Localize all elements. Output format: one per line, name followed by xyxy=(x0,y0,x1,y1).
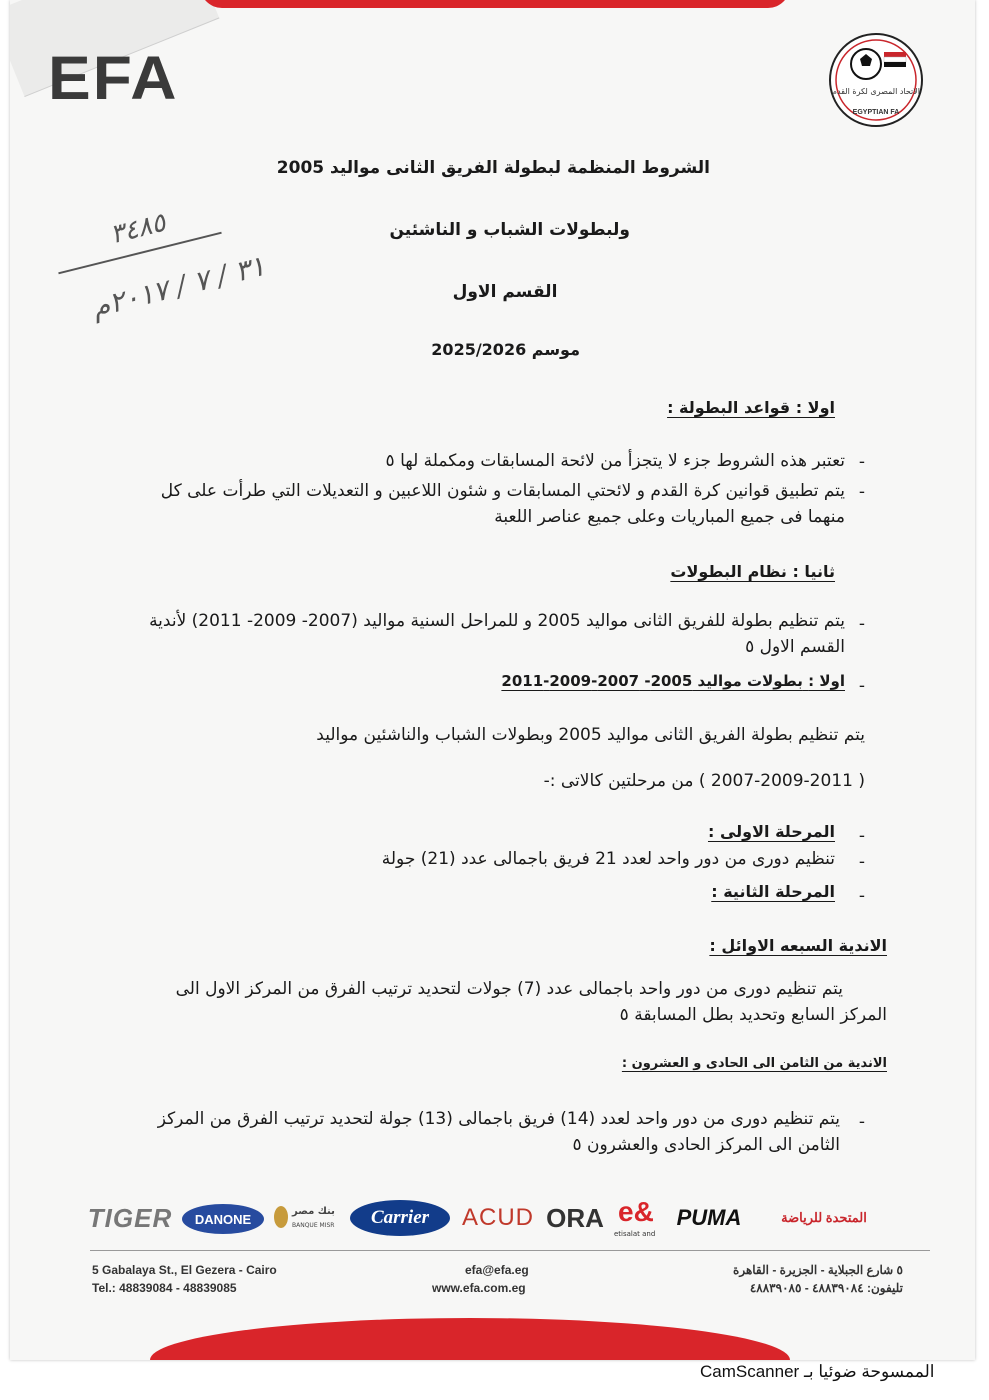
section2-heading: ثانيا : نظام البطولات xyxy=(670,562,835,581)
sponsor-logo-tiger: TIGER xyxy=(87,1202,173,1233)
banque-misr-emblem-icon xyxy=(274,1206,288,1228)
red-top-band xyxy=(200,0,790,8)
sponsor-logo-banque-misr: بنك مصر BANQUE MISR xyxy=(274,1202,336,1236)
footer-divider xyxy=(90,1250,930,1251)
section2-line-1: يتم تنظيم بطولة الفريق الثانى مواليد 2005 وبطولات الشباب والناشئين مواليد xyxy=(316,725,865,745)
sponsor-logo-danone: DANONE xyxy=(182,1204,264,1234)
section1-item-2: يتم تطبيق قوانين كرة القدم و لائحتي المسابقات و شئون اللاعبين و التعديلات التي طرأت على كل منهما فى جميع المباريات وعلى جميع عناصر اللعبة xyxy=(160,481,845,527)
footer-email[interactable]: efa@efa.eg xyxy=(465,1263,529,1277)
section2-subheading-label: اولا : xyxy=(808,672,845,690)
footer-tel-en: Tel.: 48839084 - 48839085 xyxy=(92,1281,237,1295)
top7-text: يتم تنظيم دورى من دور واحد باجمالى عدد (7) جولات لتحديد ترتيب الفرق من المركز الاول الى المركز السابع وتحديد بطل المسابقة ٥ xyxy=(175,979,887,1025)
section2-subheading xyxy=(501,672,845,690)
bullet-mark: - xyxy=(858,886,865,906)
document-title-line-1: الشروط المنظمة لبطولة الفريق الثانى مواليد 2005 xyxy=(276,158,710,178)
egyptian-fa-crest xyxy=(822,30,930,130)
sponsor-strip xyxy=(87,1196,930,1256)
footer-tel-ar: تليفون: ٤٨٨٣٩٠٨٤ - ٤٨٨٣٩٠٨٥ xyxy=(749,1281,903,1295)
sponsor-logo-etisalat: e& etisalat and xyxy=(614,1196,656,1238)
bullet-mark: - xyxy=(858,452,865,472)
rest-heading: الاندية من الثامن الى الحادى و العشرون : xyxy=(621,1056,887,1071)
bullet-mark: - xyxy=(858,826,865,846)
section2-line-2: ( 2007-2009-2011 ) من مرحلتين كالاتى :- xyxy=(543,771,865,791)
handwritten-date: ٣١ / ٧ / ٢٠١٧م xyxy=(88,249,269,324)
season-title: موسم 2025/2026 xyxy=(431,340,580,359)
document-title-line-3: القسم الاول xyxy=(452,282,558,302)
efa-logo: EFA xyxy=(48,43,179,113)
stage2-heading: المرحلة الثانية : xyxy=(711,882,835,901)
section2-item: يتم تنظيم بطولة للفريق الثانى مواليد 2005 و للمراحل السنية مواليد (2007- 2009- 2011) لأندية القسم الاول ٥ xyxy=(149,611,845,657)
camscanner-watermark: الممسوحة ضوئيا بـ CamScanner xyxy=(700,1362,935,1381)
crest-arabic-text: الاتحاد المصرى لكرة القدم xyxy=(831,87,921,96)
handwritten-number: ٣٤٨٥ xyxy=(107,207,169,251)
crest-english-text: EGYPTIAN FA xyxy=(852,109,900,116)
sponsor-logo-ora: ORA xyxy=(546,1202,604,1233)
footer-address-ar: ٥ شارع الجبلاية - الجزيرة - القاهرة xyxy=(733,1263,903,1277)
bullet-mark: - xyxy=(858,482,865,502)
bullet-mark: - xyxy=(858,852,865,872)
stage1-text: تنظيم دورى من دور واحد لعدد 21 فريق باجمالى عدد (21) جولة xyxy=(381,849,835,869)
sponsor-logo-acud: ACUD xyxy=(461,1204,534,1231)
top7-heading: الاندية السبعه الاوائل : xyxy=(709,936,887,955)
stage1-heading: المرحلة الاولى : xyxy=(707,822,835,841)
bullet-mark: - xyxy=(858,1112,865,1132)
sponsor-logo-carrier: Carrier xyxy=(350,1200,450,1236)
bullet-mark: - xyxy=(858,614,865,634)
rest-text: يتم تنظيم دورى من دور واحد لعدد (14) فريق باجمالى (13) جولة لتحديد ترتيب الفرق من المركز الثامن الى المركز الحادى والعشرون ٥ xyxy=(157,1109,840,1155)
document-title-line-2: ولبطولات الشباب و الناشئين xyxy=(389,220,630,240)
red-bottom-band xyxy=(150,1318,790,1360)
bullet-mark: - xyxy=(858,676,865,696)
section1-heading: اولا : قواعد البطولة : xyxy=(667,398,835,417)
sponsor-logo-puma: PUMA xyxy=(676,1205,742,1230)
document-page xyxy=(10,0,975,1360)
footer-address-en: 5 Gabalaya St., El Gezera - Cairo xyxy=(92,1263,277,1277)
section1-item-1: تعتبر هذه الشروط جزء لا يتجزأ من لائحة المسابقات ومكملة لها ٥ xyxy=(385,451,845,471)
section2-subheading-text: بطولات مواليد 2005- 2007-2009-2011 xyxy=(501,672,803,690)
footer-website[interactable]: www.efa.com.eg xyxy=(432,1281,526,1295)
sponsor-logo-united-sports: المتحدة للرياضة xyxy=(781,1210,867,1225)
